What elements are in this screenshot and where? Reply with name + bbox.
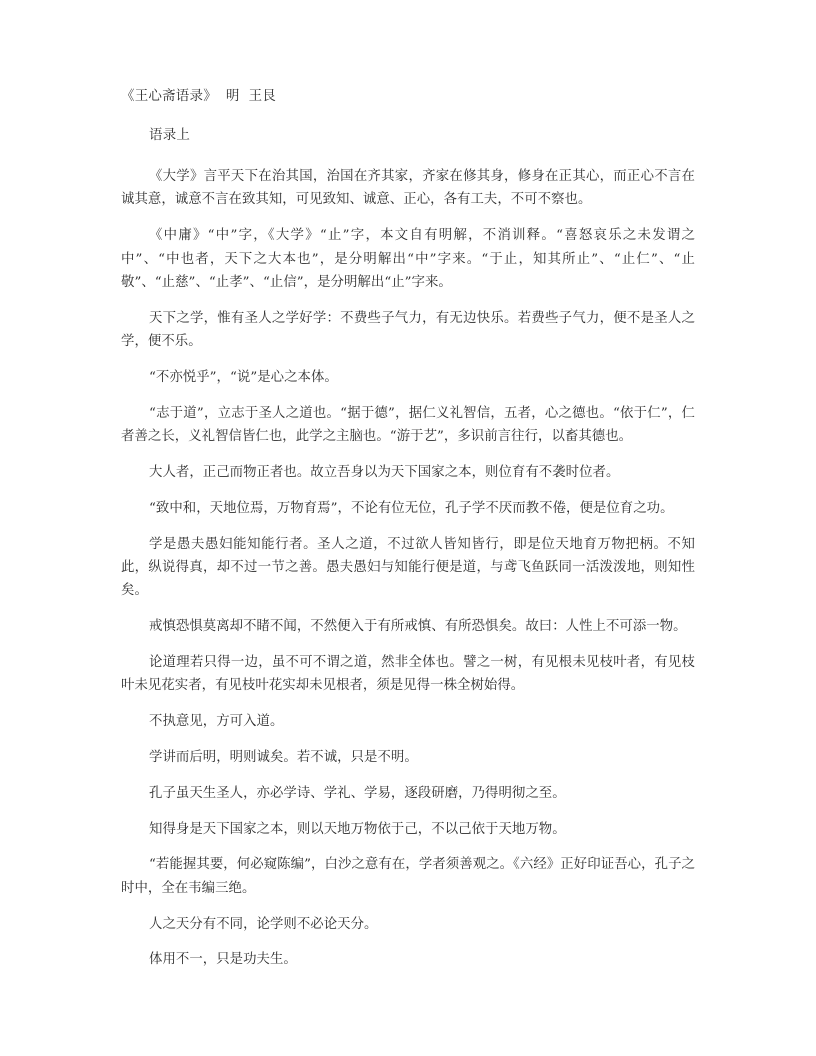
paragraph: 不执意见，方可入道。 (149, 714, 284, 730)
paragraph: “若能握其要，何必窥陈编”，白沙之意有在，学者须善观之。《六经》正好印证吾心，孔子之时中，全在韦编三绝。 (121, 857, 695, 896)
paragraph: 学讲而后明，明则诚矣。若不诚，只是不明。 (149, 750, 418, 766)
paragraph: 人之天分有不同，论学则不必论天分。 (149, 916, 378, 932)
paragraph: 大人者，正己而物正者也。故立吾身以为天下国家之本，则位育有不袭时位者。 (149, 465, 620, 481)
paragraph: 论道理若只得一边，虽不可不谓之道，然非全体也。譬之一树，有见根未见枝叶者，有见枝叶未见花实者，有见枝叶花实却未见根者，须是见得一株全树始得。 (121, 655, 695, 694)
document-body (121, 86, 695, 972)
paragraph: “志于道”，立志于圣人之道也。“据于德”，据仁义礼智信，五者，心之德也。“依于仁”，仁者善之长，义礼智信皆仁也，此学之主脑也。“游于艺”，多识前言往行，以畜其德也。 (121, 405, 695, 445)
paragraph: 孔子虽天生圣人，亦必学诗、学礼、学易，逐段研磨，乃得明彻之至。 (149, 785, 566, 801)
paragraph: 《大学》言平天下在治其国，治国在齐其家，齐家在修其身，修身在正其心，而正心不言在诚其意，诚意不言在致其知，可见致知、诚意、正心，各有工夫，不可不察也。 (121, 169, 695, 208)
paragraph: 《中庸》“中”字，《大学》“止”字，本文自有明解，不消训释。“喜怒哀乐之未发谓之中”、“中也者，天下之大本也”，是分明解出“中”字来。“于止，知其所止”、“止仁”、“止敬”、“止慈”、“止孝”、“止信”，是分明解出“止”字来。 (121, 228, 695, 291)
paragraph: 戒慎恐惧莫离却不睹不闻，不然便入于有所戒慎、有所恐惧矣。故曰：人性上不可添一物。 (149, 619, 687, 635)
paragraph: 知得身是天下国家之本，则以天地万物依于己，不以己依于天地万物。 (149, 821, 566, 837)
paragraph: 体用不一，只是功夫生。 (149, 952, 297, 968)
paragraph: “不亦悦乎”，“说”是心之本体。 (149, 370, 338, 386)
paragraph: “致中和，天地位焉，万物育焉”，不论有位无位，孔子学不厌而教不倦，便是位育之功。 (149, 500, 674, 516)
paragraph: 天下之学，惟有圣人之学好学：不费些子气力，有无边快乐。若费些子气力，便不是圣人之学，便不乐。 (121, 310, 695, 350)
document-title: 《王心斋语录》 明 王艮 (121, 88, 276, 104)
section-heading: 语录上 (149, 127, 191, 143)
paragraph: 学是愚夫愚妇能知能行者。圣人之道，不过欲人皆知皆行，即是位天地育万物把柄。不知此，纵说得真，却不过一节之善。愚夫愚妇与知能行便是道，与鸢飞鱼跃同一活泼泼地，则知性矣。 (121, 536, 695, 599)
